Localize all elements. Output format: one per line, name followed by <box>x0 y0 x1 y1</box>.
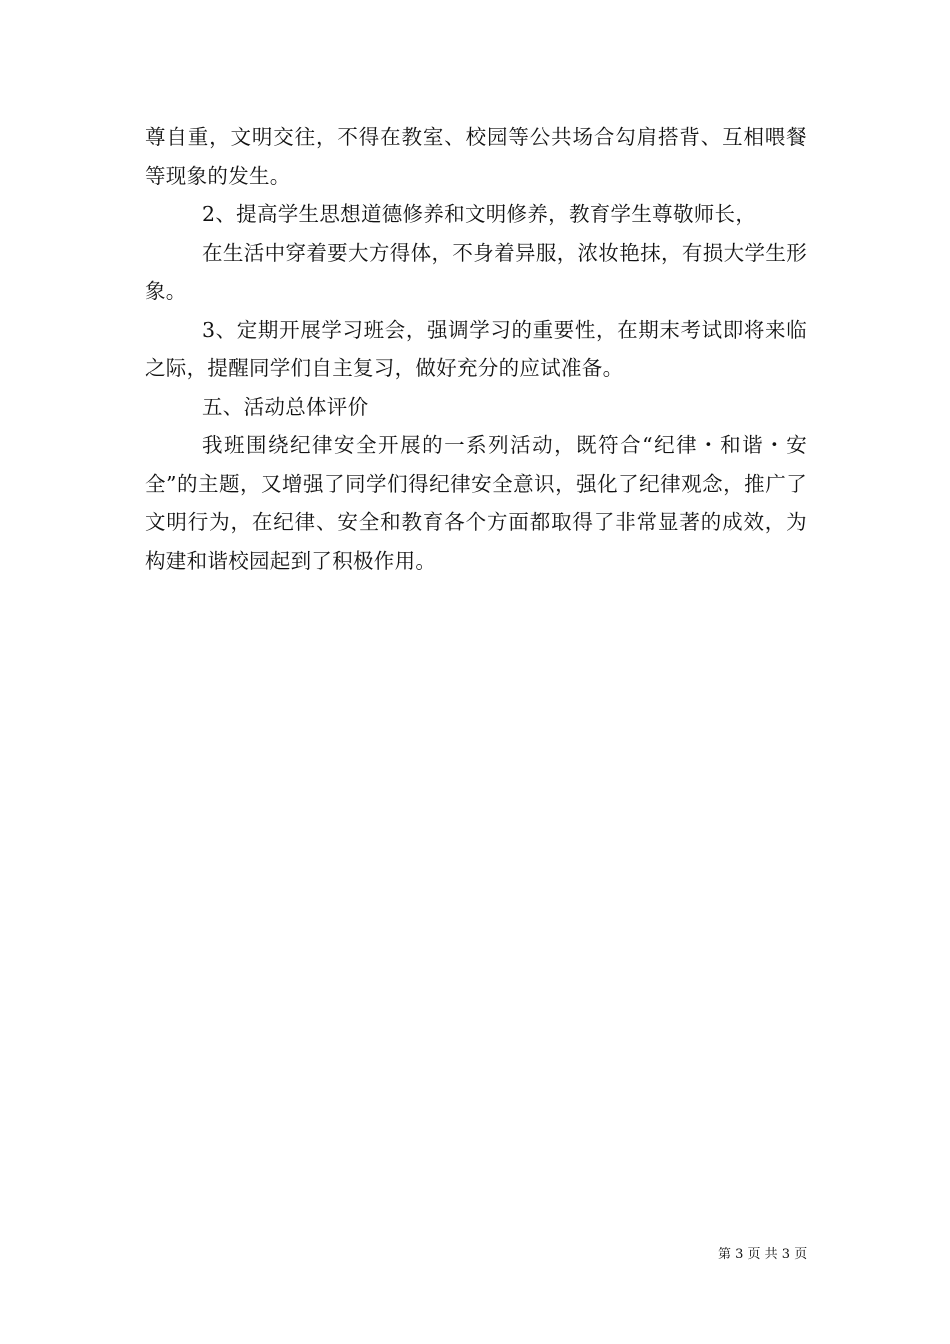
section-heading-evaluation: 五、活动总体评价 <box>202 394 369 419</box>
paragraph-dress-code: 在生活中穿着要大方得体，不身着异服，浓妆艳抹，有损大学生形象。 <box>145 240 807 303</box>
paragraph-item-2: 2、提高学生思想道德修养和文明修养，教育学生尊敬师长， <box>202 202 757 226</box>
paragraph-item-3: 3、定期开展学习班会，强调学习的重要性，在期末考试即将来临之际，提醒同学们自主复习，做好充分的应试准备。 <box>145 317 807 380</box>
document-body <box>145 118 807 580</box>
paragraph-summary: 我班围绕纪律安全开展的一系列活动，既符合“纪律・和谐・安全”的主题，又增强了同学们得纪律安全意识，强化了纪律观念，推广了文明行为，在纪律、安全和教育各个方面都取得了非常显著的成效，为构建和谐校园起到了积极作用。 <box>145 433 807 573</box>
page-number-footer: 第 3 页 共 3 页 <box>718 1247 808 1262</box>
paragraph-continuation: 尊自重，文明交往，不得在教室、校园等公共场合勾肩搭背、互相喂餐等现象的发生。 <box>145 125 807 188</box>
